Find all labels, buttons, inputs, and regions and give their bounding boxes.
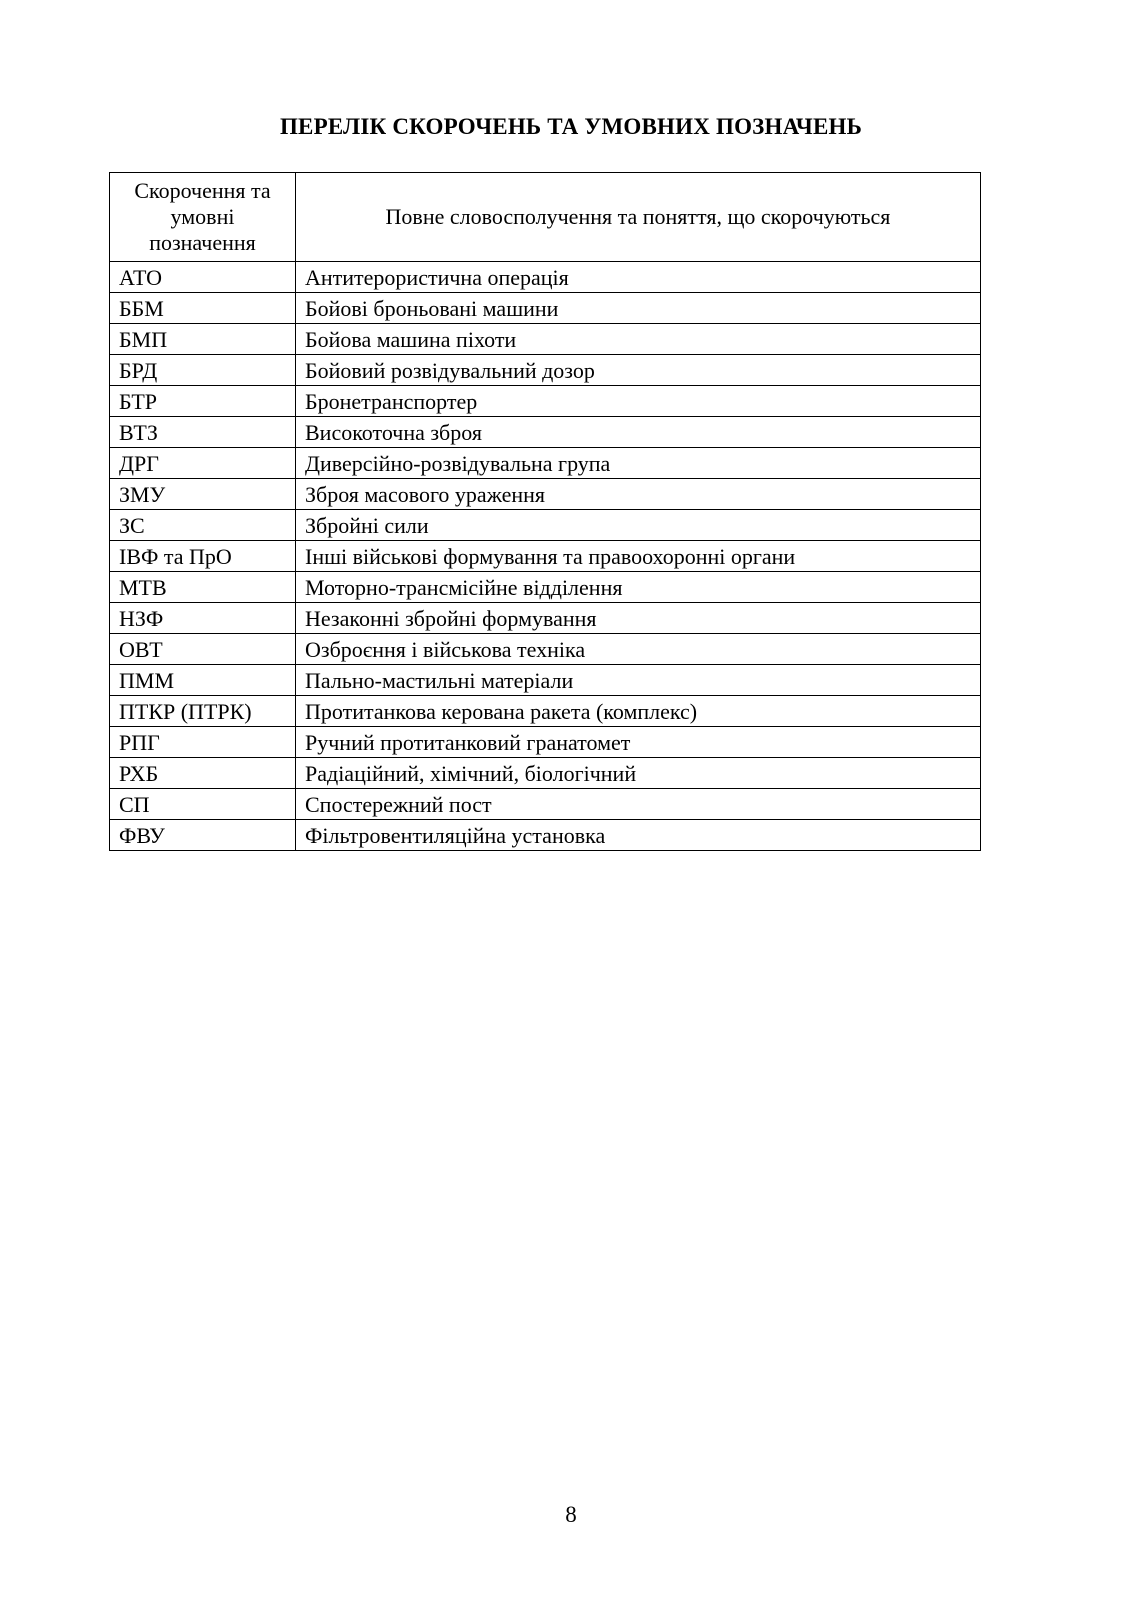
abbreviation-cell: ОВТ: [110, 634, 296, 665]
table-row: [110, 417, 981, 448]
abbreviation-cell: АТО: [110, 262, 296, 293]
abbreviation-cell: ІВФ та ПрО: [110, 541, 296, 572]
abbreviation-cell: СП: [110, 789, 296, 820]
page-title: ПЕРЕЛІК СКОРОЧЕНЬ ТА УМОВНИХ ПОЗНАЧЕНЬ: [279, 114, 863, 139]
abbreviations-table: [109, 172, 981, 851]
definition-cell: Ручний протитанковий гранатомет: [296, 727, 981, 758]
definition-cell: Бронетранспортер: [296, 386, 981, 417]
page-number: 8: [565, 1502, 577, 1527]
abbreviation-cell: ВТЗ: [110, 417, 296, 448]
table-row: [110, 572, 981, 603]
definition-cell: Інші військові формування та правоохоронні органи: [296, 541, 981, 572]
table-row: [110, 603, 981, 634]
abbreviation-cell: МТВ: [110, 572, 296, 603]
definition-cell: Бойові броньовані машини: [296, 293, 981, 324]
abbreviation-cell: ЗС: [110, 510, 296, 541]
definition-cell: Фільтровентиляційна установка: [296, 820, 981, 851]
abbreviation-cell: НЗФ: [110, 603, 296, 634]
abbreviation-cell: ББМ: [110, 293, 296, 324]
table-header-row: [110, 173, 981, 262]
table-row: [110, 820, 981, 851]
table-row: [110, 293, 981, 324]
table-row: [110, 324, 981, 355]
definition-cell: Антитерористична операція: [296, 262, 981, 293]
header-abbreviation: Скорочення та умовні позначення: [110, 173, 296, 262]
table-row: [110, 386, 981, 417]
definition-cell: Високоточна зброя: [296, 417, 981, 448]
abbreviation-cell: РПГ: [110, 727, 296, 758]
abbreviation-cell: ПТКР (ПТРК): [110, 696, 296, 727]
definition-cell: Озброєння і військова техніка: [296, 634, 981, 665]
definition-cell: Збройні сили: [296, 510, 981, 541]
abbreviation-cell: БМП: [110, 324, 296, 355]
abbreviation-cell: ДРГ: [110, 448, 296, 479]
abbreviation-cell: ПММ: [110, 665, 296, 696]
definition-cell: Незаконні збройні формування: [296, 603, 981, 634]
table-row: [110, 696, 981, 727]
table-row: [110, 448, 981, 479]
definition-cell: Диверсійно-розвідувальна група: [296, 448, 981, 479]
table-row: [110, 727, 981, 758]
abbreviation-cell: БРД: [110, 355, 296, 386]
abbreviation-cell: ФВУ: [110, 820, 296, 851]
table-row: [110, 634, 981, 665]
definition-cell: Пально-мастильні матеріали: [296, 665, 981, 696]
definition-cell: Бойовий розвідувальний дозор: [296, 355, 981, 386]
abbreviation-cell: ЗМУ: [110, 479, 296, 510]
table-row: [110, 665, 981, 696]
definition-cell: Моторно-трансмісійне відділення: [296, 572, 981, 603]
abbreviation-cell: БТР: [110, 386, 296, 417]
table-row: [110, 355, 981, 386]
table-row: [110, 510, 981, 541]
definition-cell: Спостережний пост: [296, 789, 981, 820]
abbreviation-cell: РХБ: [110, 758, 296, 789]
table-row: [110, 541, 981, 572]
table-row: [110, 479, 981, 510]
table-row: [110, 758, 981, 789]
table-body: [110, 262, 981, 851]
definition-cell: Зброя масового ураження: [296, 479, 981, 510]
header-full-term: Повне словосполучення та поняття, що скорочуються: [296, 173, 981, 262]
definition-cell: Радіаційний, хімічний, біологічний: [296, 758, 981, 789]
table-row: [110, 789, 981, 820]
table-row: [110, 262, 981, 293]
definition-cell: Протитанкова керована ракета (комплекс): [296, 696, 981, 727]
definition-cell: Бойова машина піхоти: [296, 324, 981, 355]
